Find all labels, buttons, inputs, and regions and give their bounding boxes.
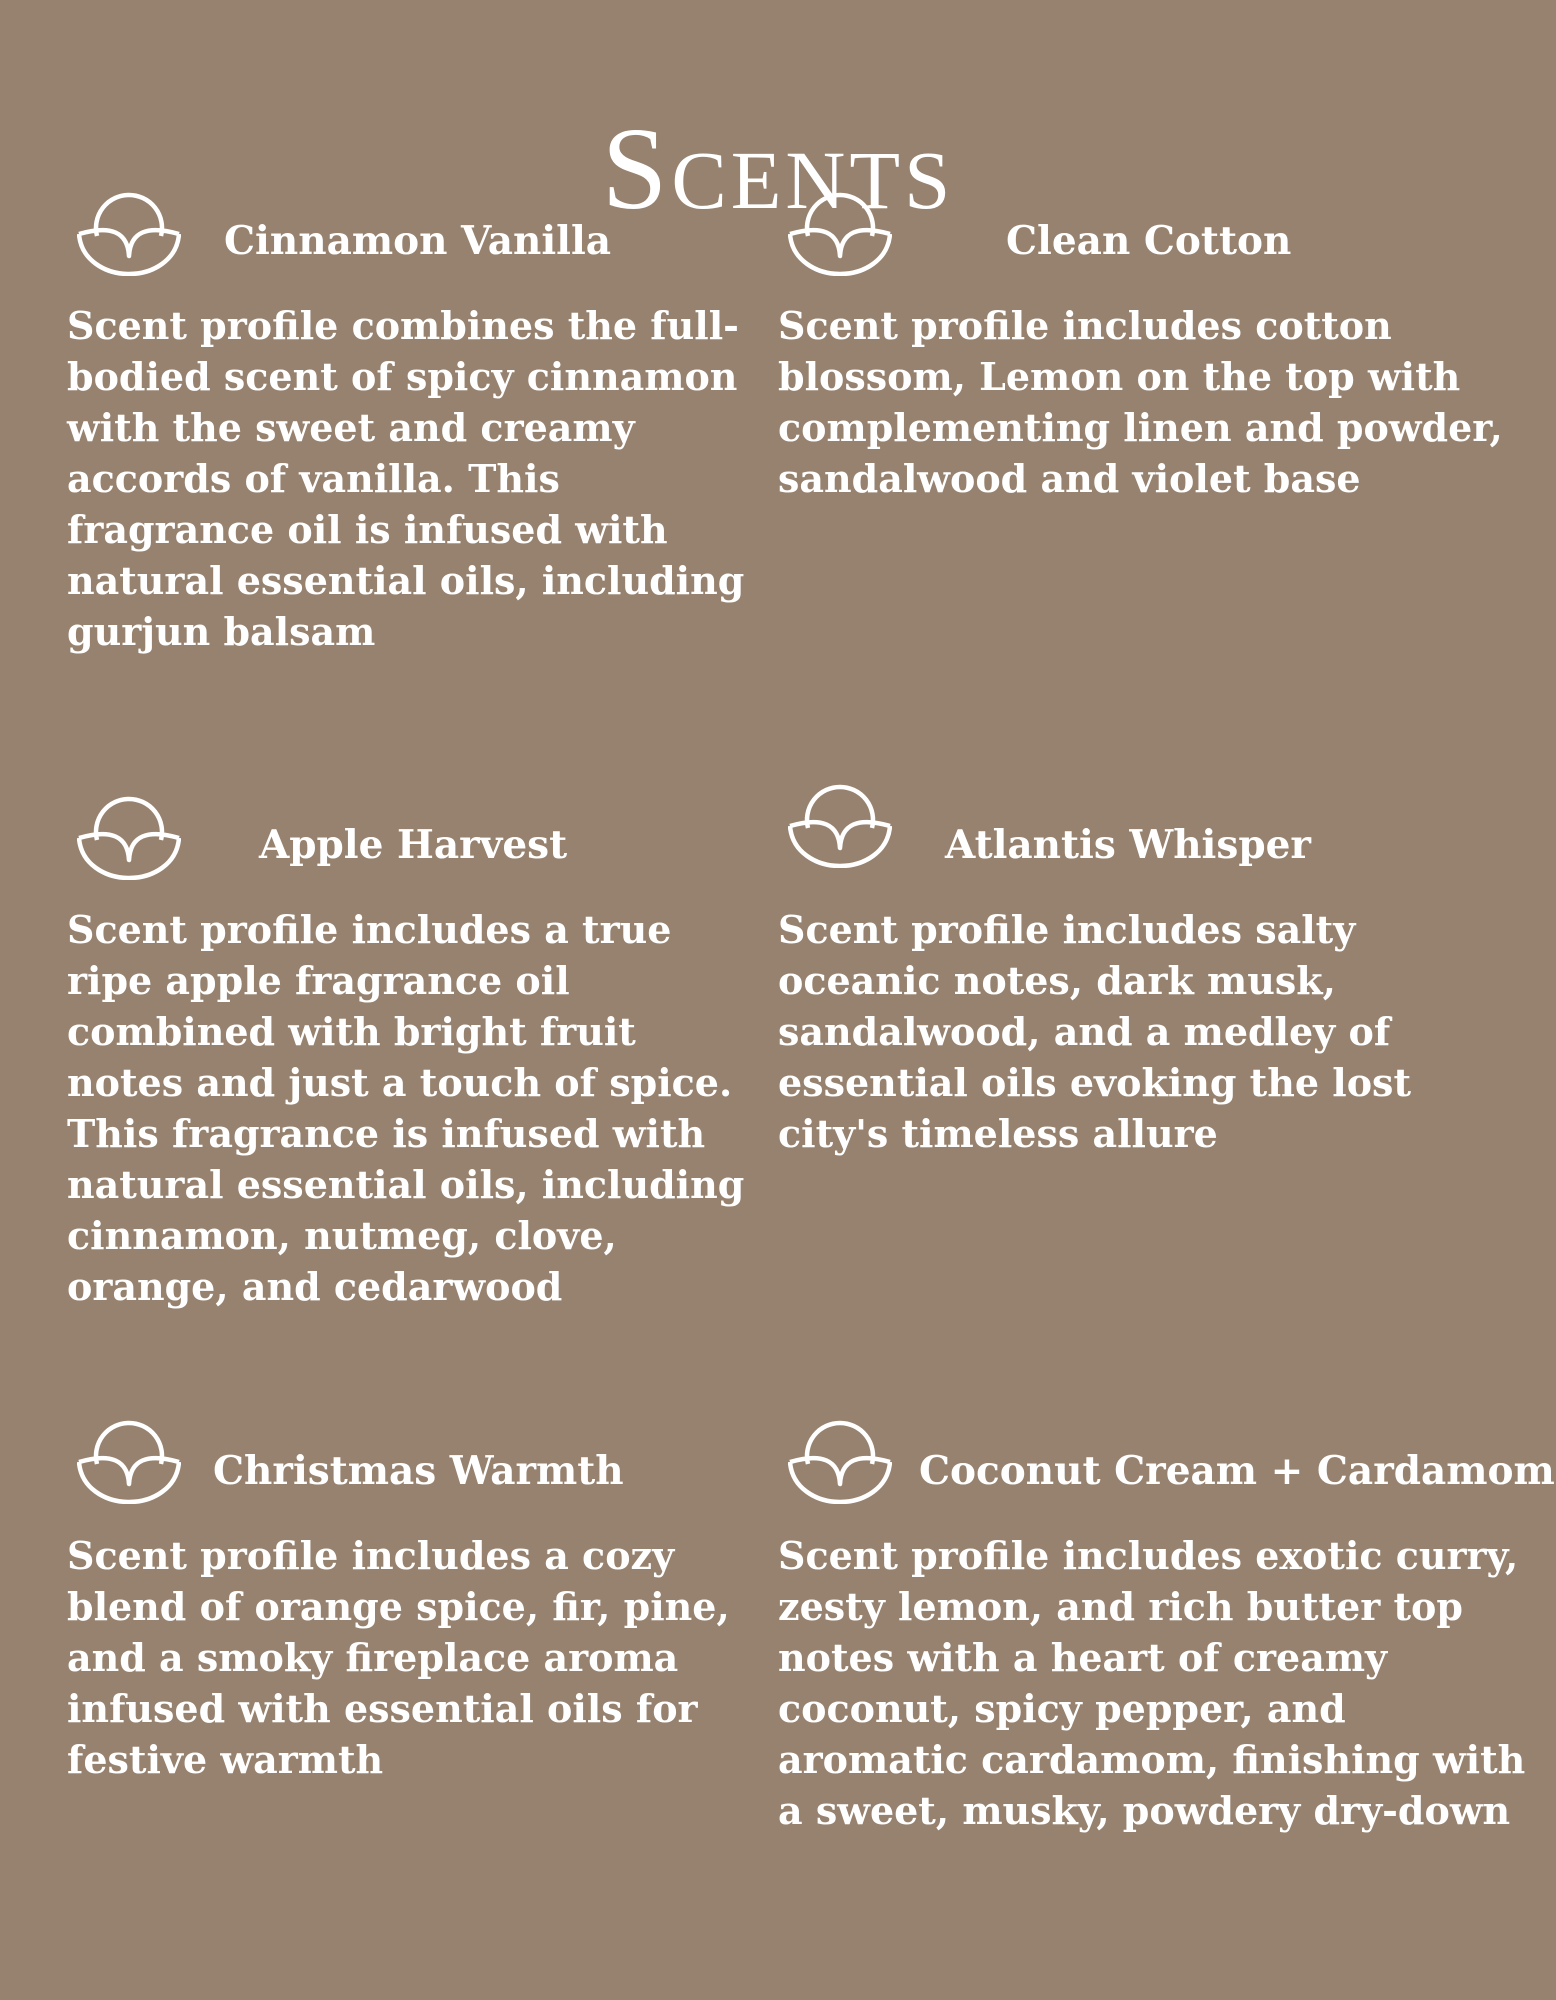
scent-description: Scent profile combines the full-bodied scent of spicy cinnamon with the sweet and creamy accords of vanilla. This fragrance oil is infused with natural essential oils, including gurjun balsam — [67, 303, 745, 654]
lotus-bowl-icon — [77, 180, 181, 276]
lotus-bowl-icon — [77, 1408, 181, 1504]
scent-description: Scent profile includes a true ripe apple fragrance oil combined with bright fruit notes and just a touch of spice. This fragrance is infused with natural essential oils, including cinnamon, nutmeg, clove, orange, and cedarwood — [67, 907, 745, 1309]
scent-description: Scent profile includes a cozy blend of orange spice, fir, pine, and a smoky fireplace aroma infused with essential oils for festive warmth — [67, 1533, 730, 1782]
scent-name: Atlantis Whisper — [945, 822, 1311, 868]
scent-name: Christmas Warmth — [213, 1448, 624, 1494]
scent-name: Clean Cotton — [1006, 218, 1292, 264]
scent-description: Scent profile includes salty oceanic notes, dark musk, sandalwood, and a medley of essential oils evoking the lost city's timeless allure — [778, 907, 1411, 1156]
scent-name: Coconut Cream + Cardamom — [919, 1448, 1555, 1494]
page-title: Scents — [601, 103, 955, 235]
scent-description: Scent profile includes cotton blossom, Lemon on the top with complementing linen and powder, sandalwood and violet base — [778, 303, 1503, 501]
lotus-bowl-icon — [788, 1408, 892, 1504]
scent-name: Apple Harvest — [259, 822, 568, 868]
lotus-bowl-icon — [788, 180, 892, 276]
scent-description: Scent profile includes exotic curry, zesty lemon, and rich butter top notes with a heart of creamy coconut, spicy pepper, and aromatic cardamom, finishing with a sweet, musky, powdery dry-down — [778, 1533, 1526, 1833]
lotus-bowl-icon — [77, 784, 181, 880]
scent-name: Cinnamon Vanilla — [224, 218, 612, 264]
lotus-bowl-icon — [788, 772, 892, 868]
